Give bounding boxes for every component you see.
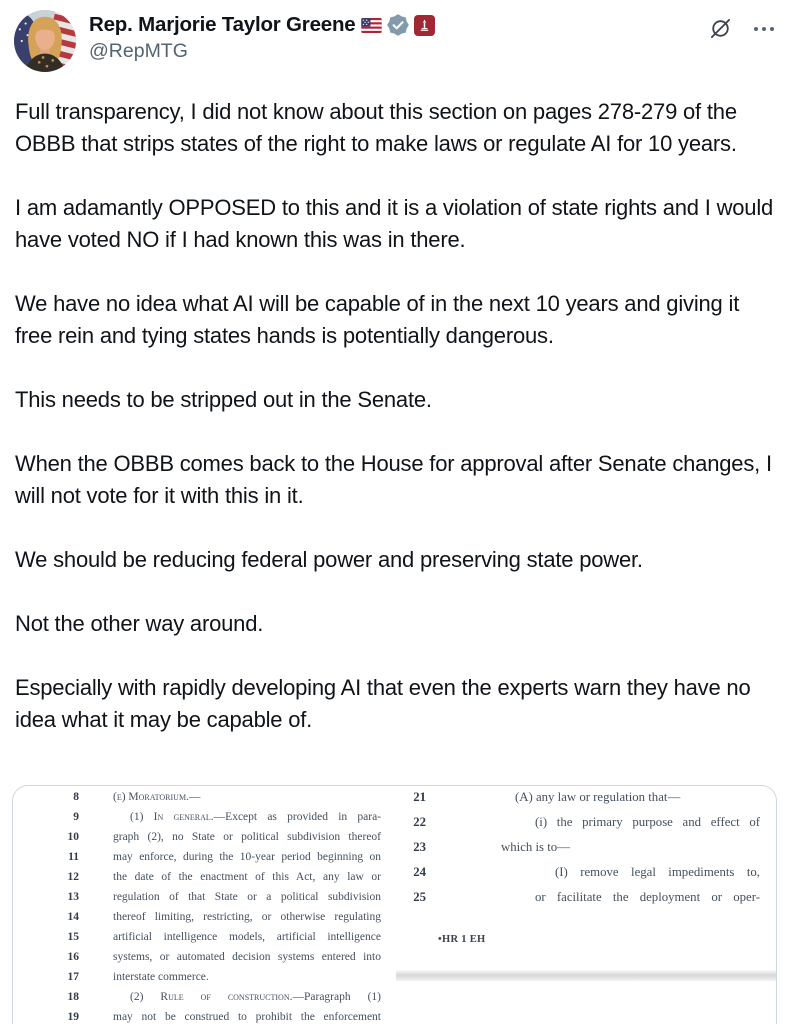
post-paragraph: I am adamantly OPPOSED to this and it is a violation of state rights and I would have voted NO if I had known this was in there.	[15, 195, 774, 252]
line-number: 10	[67, 831, 79, 843]
line-number: 15	[67, 931, 79, 943]
bill-line	[25, 1011, 381, 1024]
bill-line	[25, 851, 381, 871]
bill-line-text: regulation of that State or a political subdivision	[113, 891, 381, 903]
more-icon[interactable]	[753, 26, 775, 32]
bill-line-text: thereof limiting, restricting, or otherwise regulating	[113, 911, 381, 923]
bill-line	[25, 891, 381, 911]
bill-line-text: (e) Moratorium.—	[113, 791, 201, 803]
bill-line-text: the date of the enactment of this Act, any law or	[113, 871, 381, 883]
bill-line-text: (A) any law or regulation that—	[515, 790, 681, 804]
attached-image[interactable]	[12, 785, 777, 1024]
bill-page-footer: •HR 1 EH	[438, 934, 486, 945]
post-paragraph: Not the other way around.	[15, 611, 264, 636]
bill-line	[25, 951, 381, 971]
bill-line	[396, 840, 760, 865]
bill-line	[396, 815, 760, 840]
line-number: 24	[413, 865, 426, 879]
bill-line-text: (2) Rule of construction.—Paragraph (1)	[130, 991, 381, 1003]
bill-line	[25, 791, 381, 811]
avatar[interactable]	[14, 10, 76, 72]
bill-line	[25, 931, 381, 951]
line-number: 11	[68, 851, 79, 863]
header-actions	[709, 10, 775, 40]
bill-page-right	[396, 786, 777, 945]
bill-page-left	[13, 786, 396, 1024]
grok-icon[interactable]	[709, 17, 732, 40]
line-number: 21	[413, 790, 426, 804]
bill-line-text: may enforce, during the 10-year period beginning on	[113, 851, 381, 863]
post-paragraph: Especially with rapidly developing AI that even the experts warn they have no idea what it may be capable of.	[15, 675, 751, 732]
line-number: 25	[413, 890, 426, 904]
bill-line-text: artificial intelligence models, artificial intelligence	[113, 931, 381, 943]
bill-line	[396, 865, 760, 890]
bill-line	[25, 991, 381, 1011]
bill-line-text: graph (2), no State or political subdivision thereof	[113, 831, 381, 843]
line-number: 9	[73, 811, 79, 823]
bill-line	[25, 831, 381, 851]
bill-line-text: (I) remove legal impediments to,	[555, 865, 760, 879]
avatar-image	[14, 10, 76, 72]
bill-line	[396, 790, 760, 815]
author-handle[interactable]: @RepMTG	[89, 40, 188, 62]
verified-badge-icon[interactable]	[387, 14, 409, 36]
post-paragraph: Full transparency, I did not know about this section on pages 278-279 of the OBBB that strips states of the right to make laws or regulate AI for 10 years.	[15, 99, 737, 156]
post-paragraph: We have no idea what AI will be capable of in the next 10 years and giving it free rein and tying states hands is potentially dangerous.	[15, 291, 740, 348]
bill-line-text: or facilitate the deployment or oper-	[535, 890, 760, 904]
line-number: 8	[73, 791, 79, 803]
post-paragraph: We should be reducing federal power and preserving state power.	[15, 547, 643, 572]
bill-line-text: which is to—	[501, 840, 570, 854]
bill-line	[25, 871, 381, 891]
line-number: 19	[67, 1011, 79, 1023]
bill-line	[25, 811, 381, 831]
line-number: 12	[67, 871, 79, 883]
line-number: 23	[413, 840, 426, 854]
post-header	[14, 10, 775, 72]
author-names	[89, 10, 709, 63]
post-paragraph: When the OBBB comes back to the House for approval after Senate changes, I will not vote for it with this in it.	[15, 451, 772, 508]
bill-line	[396, 890, 760, 915]
pdf-page-edge	[396, 970, 777, 981]
line-number: 13	[67, 891, 79, 903]
post-paragraph: This needs to be stripped out in the Senate.	[15, 387, 432, 412]
line-number: 18	[67, 991, 79, 1003]
bill-line-text: (i) the primary purpose and effect of	[535, 815, 760, 829]
bill-line	[25, 911, 381, 931]
us-flag-icon	[361, 18, 382, 33]
post-text	[15, 72, 775, 736]
line-number: 17	[67, 971, 79, 983]
house-seal-icon	[417, 18, 432, 33]
affiliate-badge[interactable]	[414, 15, 435, 36]
bill-line	[25, 971, 381, 991]
author-name[interactable]: Rep. Marjorie Taylor Greene	[89, 13, 356, 36]
bill-line-text: (1) In general.—Except as provided in para-	[130, 811, 381, 823]
line-number: 16	[67, 951, 79, 963]
bill-line-text: may not be construed to prohibit the enforcement	[113, 1011, 381, 1023]
line-number: 22	[413, 815, 426, 829]
bill-line-text: systems, or automated decision systems entered into	[113, 951, 381, 963]
bill-line-text: interstate commerce.	[113, 971, 209, 983]
line-number: 14	[67, 911, 79, 923]
